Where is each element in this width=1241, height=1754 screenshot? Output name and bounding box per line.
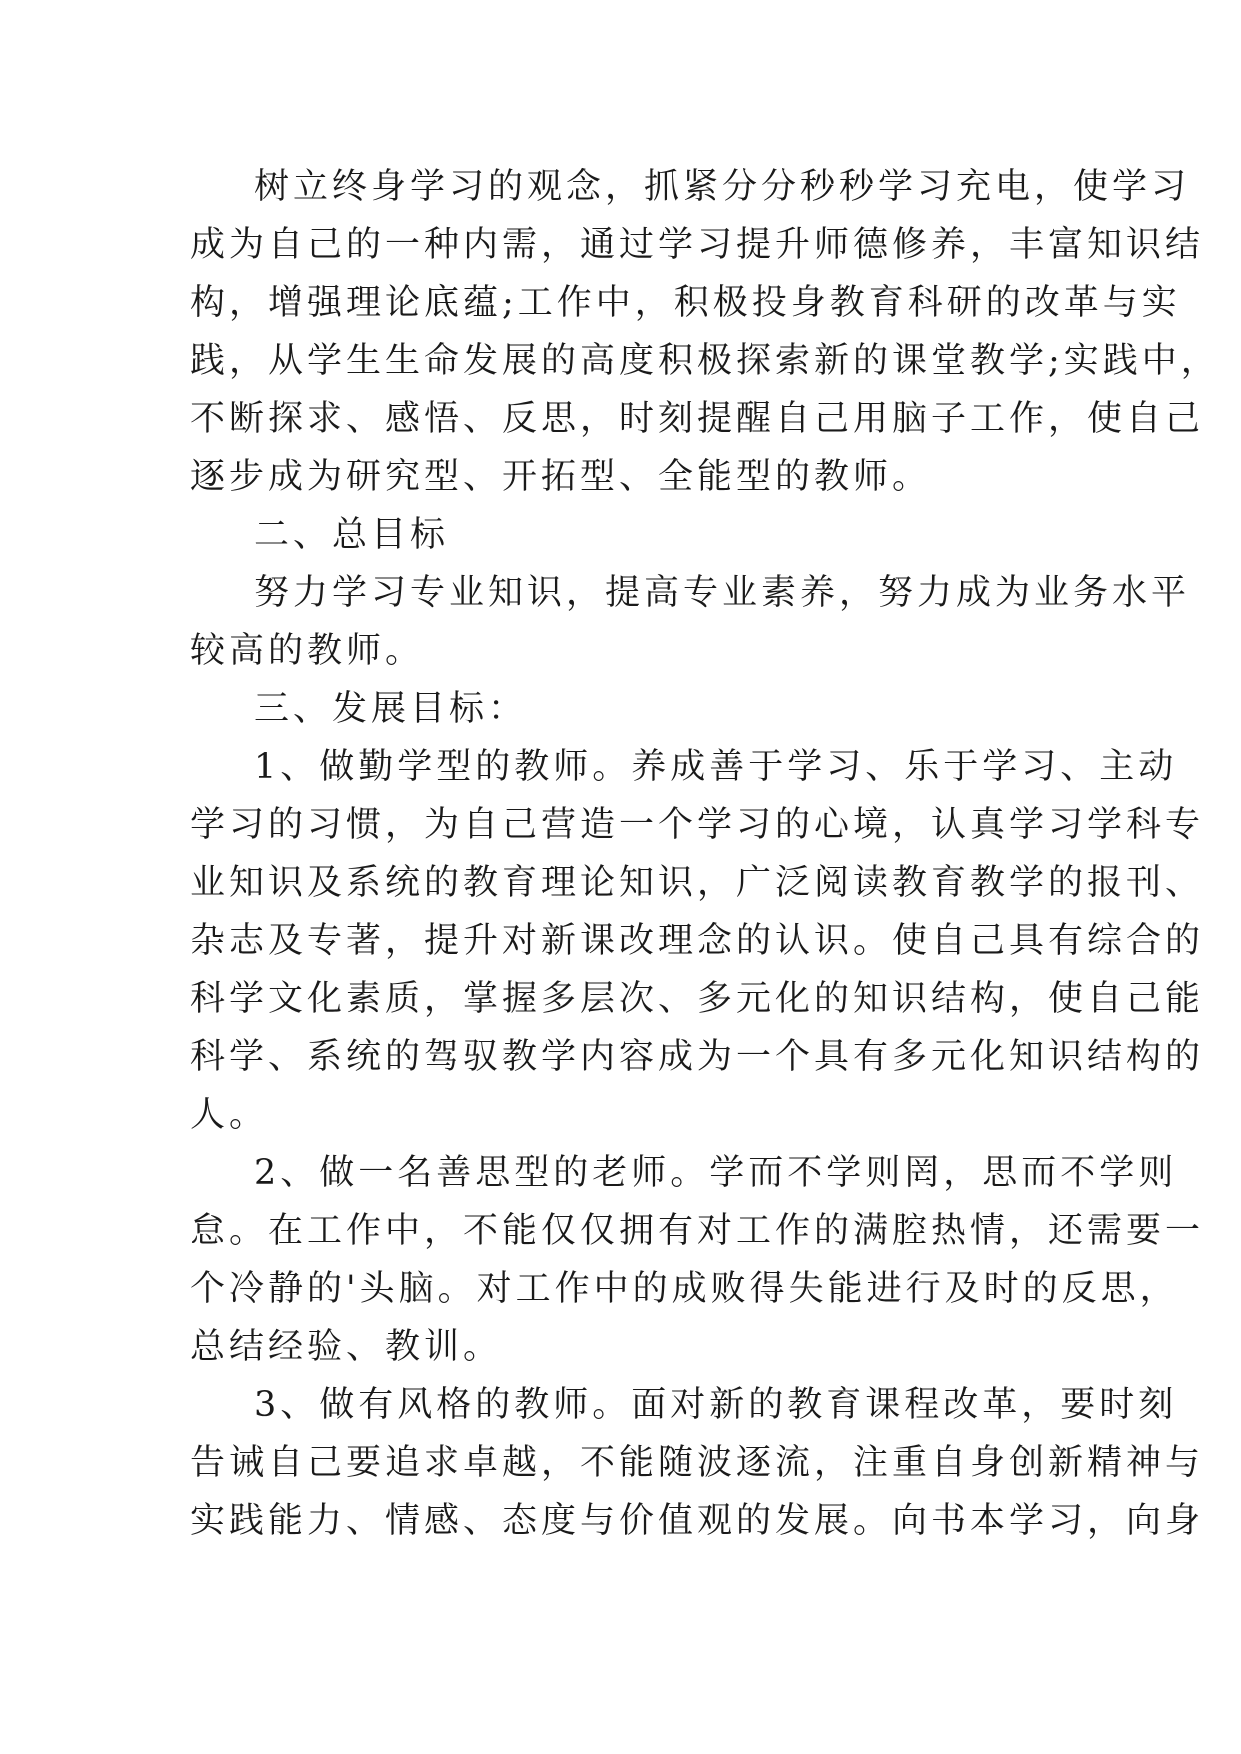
text-line: 成为自己的一种内需，通过学习提升师德修养，丰富知识结 <box>190 225 1205 265</box>
paragraph-lifelong-learning <box>190 158 1220 506</box>
section-heading-development-goals <box>190 680 1050 738</box>
heading-text: 二、总目标 <box>254 515 450 555</box>
text-line: 实践能力、情感、态度与价值观的发展。向书本学习，向身 <box>190 1501 1205 1541</box>
text-line: 个冷静的'头脑。对工作中的成败得失能进行及时的反思， <box>190 1269 1179 1309</box>
text-line: 2、做一名善思型的老师。学而不学则罔，思而不学则 <box>254 1153 1178 1193</box>
text-line: 不断探求、感悟、反思，时刻提醒自己用脑子工作，使自己 <box>190 399 1205 439</box>
text-line: 1、做勤学型的教师。养成善于学习、乐于学习、主动 <box>254 747 1178 787</box>
text-line: 努力学习专业知识，提高专业素养，努力成为业务水平 <box>254 573 1191 613</box>
text-line: 科学、系统的驾驭教学内容成为一个具有多元化知识结构的 <box>190 1037 1205 1077</box>
list-item-reflective-teacher <box>190 1144 1205 1376</box>
text-line: 人。 <box>190 1095 269 1135</box>
text-line: 学习的习惯，为自己营造一个学习的心境，认真学习学科专 <box>190 805 1205 845</box>
text-line: 科学文化素质，掌握多层次、多元化的知识结构，使自己能 <box>190 979 1205 1019</box>
text-line: 杂志及专著，提升对新课改理念的认识。使自己具有综合的 <box>190 921 1205 961</box>
heading-text: 三、发展目标： <box>254 689 528 729</box>
text-line: 逐步成为研究型、开拓型、全能型的教师。 <box>190 457 932 497</box>
document-body <box>190 158 1220 1550</box>
text-line: 践，从学生生命发展的高度积极探索新的课堂教学;实践中， <box>190 341 1220 381</box>
text-line: 构，增强理论底蕴;工作中，积极投身教育科研的改革与实 <box>190 283 1181 323</box>
section-heading-overall-goal <box>190 506 1050 564</box>
list-item-stylish-teacher <box>190 1376 1205 1550</box>
text-line: 树立终身学习的观念，抓紧分分秒秒学习充电，使学习 <box>254 167 1191 207</box>
text-line: 业知识及系统的教育理论知识，广泛阅读教育教学的报刊、 <box>190 863 1205 903</box>
paragraph-overall-goal <box>190 564 1191 680</box>
text-line: 总结经验、教训。 <box>190 1327 503 1367</box>
text-line: 怠。在工作中，不能仅仅拥有对工作的满腔热情，还需要一 <box>190 1211 1205 1251</box>
text-line: 较高的教师。 <box>190 631 425 671</box>
list-item-diligent-teacher <box>190 738 1205 1144</box>
text-line: 告诫自己要追求卓越，不能随波逐流，注重自身创新精神与 <box>190 1443 1205 1483</box>
text-line: 3、做有风格的教师。面对新的教育课程改革，要时刻 <box>254 1385 1178 1425</box>
